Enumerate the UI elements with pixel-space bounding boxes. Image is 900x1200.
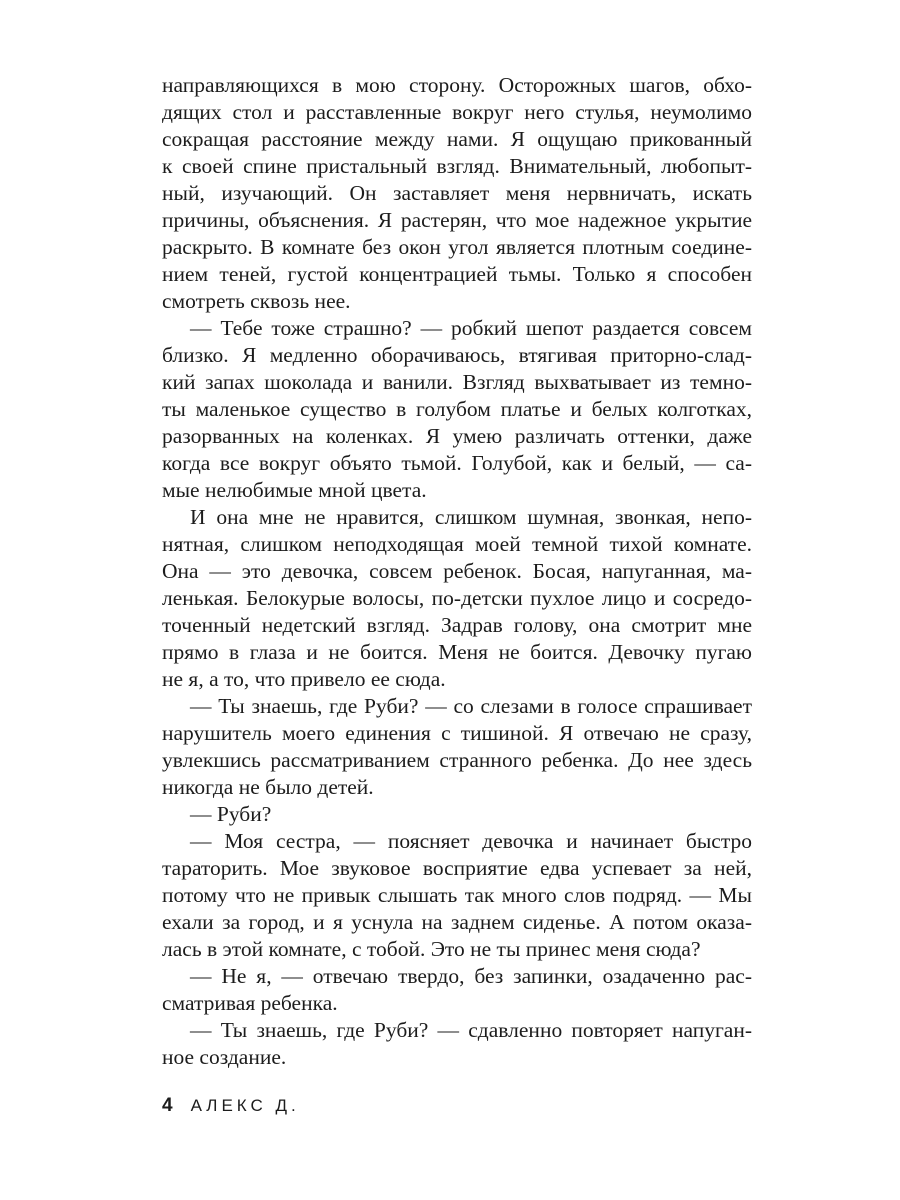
text-line: ты маленькое существо в голубом платье и белых колготках,: [162, 397, 752, 421]
text-line: кий запах шоколада и ванили. Взгляд выхватывает из темно-: [162, 370, 752, 394]
page-number: 4: [162, 1095, 173, 1116]
text-line: Она — это девочка, совсем ребенок. Босая, напуганная, ма-: [162, 559, 752, 583]
text-line: увлекшись рассматриванием странного ребенка. До нее здесь: [162, 748, 752, 772]
text-line: ный, изучающий. Он заставляет меня нервничать, искать: [162, 181, 752, 205]
text-line: никогда не было детей.: [162, 775, 374, 799]
body-text: [162, 72, 752, 1071]
text-line: — Тебе тоже страшно? — робкий шепот раздается совсем: [190, 316, 752, 340]
text-line: ное создание.: [162, 1045, 287, 1069]
text-line: сматривая ребенка.: [162, 991, 338, 1015]
text-line: разорванных на коленках. Я умею различать оттенки, даже: [162, 424, 752, 448]
text-line: нятная, слишком неподходящая моей темной тихой комнате.: [162, 532, 752, 556]
text-line: — Ты знаешь, где Руби? — сдавленно повторяет напуган-: [190, 1018, 752, 1042]
text-line: — Ты знаешь, где Руби? — со слезами в голосе спрашивает: [190, 694, 752, 718]
text-line: прямо в глаза и не боится. Меня не боится. Девочку пугаю: [162, 640, 752, 664]
text-line: ленькая. Белокурые волосы, по-детски пухлое лицо и сосредо-: [162, 586, 752, 610]
text-line: к своей спине пристальный взгляд. Внимательный, любопыт-: [162, 154, 752, 178]
text-line: когда все вокруг объято тьмой. Голубой, как и белый, — са-: [162, 451, 752, 475]
text-line: сокращая расстояние между нами. Я ощущаю прикованный: [162, 127, 752, 151]
text-line: дящих стол и расставленные вокруг него стулья, неумолимо: [162, 100, 752, 124]
text-line: точенный недетский взгляд. Задрав голову, она смотрит мне: [162, 613, 752, 637]
text-line: направляющихся в мою сторону. Осторожных шагов, обхо-: [162, 73, 752, 97]
text-line: потому что не привык слышать так много слов подряд. — Мы: [162, 883, 752, 907]
text-line: причины, объяснения. Я растерян, что мое надежное укрытие: [162, 208, 752, 232]
text-line: раскрыто. В комнате без окон угол является плотным соедине-: [162, 235, 752, 259]
text-line: нием теней, густой концентрацией тьмы. Только я способен: [162, 262, 752, 286]
text-line: — Руби?: [190, 802, 272, 826]
text-line: — Не я, — отвечаю твердо, без запинки, озадаченно рас-: [190, 964, 752, 988]
text-line: близко. Я медленно оборачиваюсь, втягивая приторно-слад-: [162, 343, 752, 367]
running-author: АЛЕКС Д.: [190, 1096, 300, 1115]
page-footer: [162, 1093, 300, 1119]
text-line: не я, а то, что привело ее сюда.: [162, 667, 446, 691]
text-line: мые нелюбимые мной цвета.: [162, 478, 427, 502]
text-line: лась в этой комнате, с тобой. Это не ты принес меня сюда?: [162, 937, 701, 961]
text-line: ехали за город, и я уснула на заднем сиденье. А потом оказа-: [162, 910, 752, 934]
text-line: — Моя сестра, — поясняет девочка и начинает быстро: [190, 829, 752, 853]
text-line: И она мне не нравится, слишком шумная, звонкая, непо-: [190, 505, 752, 529]
text-line: смотреть сквозь нее.: [162, 289, 351, 313]
text-line: нарушитель моего единения с тишиной. Я отвечаю не сразу,: [162, 721, 752, 745]
text-line: тараторить. Мое звуковое восприятие едва успевает за ней,: [162, 856, 752, 880]
